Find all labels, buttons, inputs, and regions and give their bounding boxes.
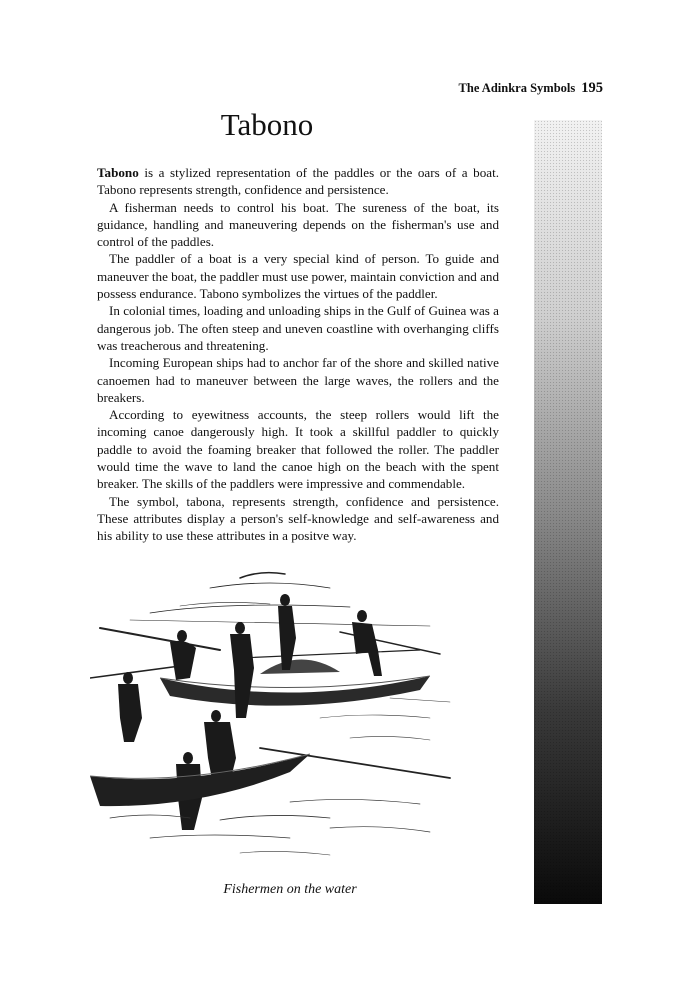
intro-term: Tabono xyxy=(97,165,139,180)
page-title: Tabono xyxy=(220,107,314,142)
running-head xyxy=(459,80,603,97)
decorative-gradient-bar xyxy=(534,120,602,904)
intro-paragraph xyxy=(97,164,499,199)
intro-rest: is a stylized representation of the paddles or the oars of a boat. Tabono represents strength, confidence and persistence. xyxy=(97,165,499,198)
paragraph: The symbol, tabona, represents strength, confidence and persistence. These attributes display a person's self-knowledge and self-awareness and his ability to use these attributes in a positve way. xyxy=(97,493,499,544)
paragraph: A fisherman needs to control his boat. The sureness of the boat, its guidance, handling and maneuvering depends on the fisherman's use and control of the paddles. xyxy=(97,199,499,250)
body-text xyxy=(97,164,499,545)
fishermen-illustration xyxy=(90,558,490,870)
paragraph: In colonial times, loading and unloading ships in the Gulf of Guinea was a dangerous job. The often steep and uneven coastline with overhanging cliffs was treacherous and threatening. xyxy=(97,303,499,353)
illustration-caption: Fishermen on the water xyxy=(223,882,357,897)
page-number: 195 xyxy=(581,80,603,96)
paragraph: According to eyewitness accounts, the steep rollers would lift the incoming canoe dangerously high. It took a skillful paddler to quickly paddle to avoid the foaming breaker that followed the roller. The paddler would time the wave to land the canoe high on the beach with the spent breaker. The skills of the paddlers were impressive and commendable. xyxy=(97,407,499,492)
paragraph: Incoming European ships had to anchor far of the shore and skilled native canoemen had to maneuver between the large waves, the rollers and the breakers. xyxy=(97,355,499,405)
running-head-title: The Adinkra Symbols xyxy=(458,81,576,95)
paragraph: The paddler of a boat is a very special kind of person. To guide and maneuver the boat, the paddler must use power, maintain conviction and and possess endurance. Tabono symbolizes the virtues of the paddler. xyxy=(97,251,499,302)
